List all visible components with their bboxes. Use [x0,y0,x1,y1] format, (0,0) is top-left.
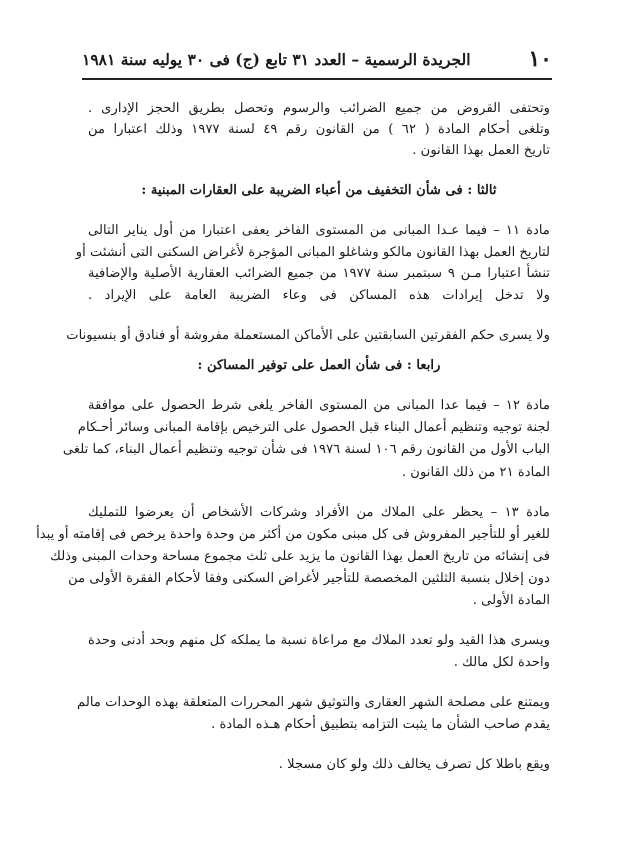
text-line: يقدم صاحب الشأن ما يثبت التزامه بتطبيق أحكام هـذه المادة . [211,717,550,732]
page-header [82,44,552,74]
section-heading: رابعا : فى شأن العمل على توفير المساكن : [197,358,441,373]
text-line: مادة ١٣ – يحظر على الملاك من الأفراد وشركات الأشخاص أن يعرضوا للتمليك [88,505,550,520]
text-line: تاريخ العمل بهذا القانون . [412,143,550,158]
header-rule [82,78,552,80]
text-line: ويقع باطلا كل تصرف يخالف ذلك ولو كان مسجلا . [278,757,550,772]
text-line: الباب الأول من القانون رقم ١٠٦ لسنة ١٩٧٦ فى شأن توجيه وتنظيم أعمال البناء، كما تلغى [62,442,550,457]
text-line: للغير أو للتأجير المفروش فى كل مبنى مكون من أكثر من وحدة واحدة يرخص فى إقامته أو يبدأ [36,527,550,542]
header-title: الجريدة الرسمية – العدد ٣١ تابع (ج) فى ٣٠ يوليه سنة ١٩٨١ [82,49,471,69]
text-line: ويسرى هذا القيد ولو تعدد الملاك مع مراعاة نسبة ما يملكه كل منهم وبحد أدنى وحدة [88,633,550,648]
page-number: ١٠ [528,46,552,72]
text-line: وتلغى أحكام المادة ( ٦٢ ) من القانون رقم ٤٩ لسنة ١٩٧٧ وذلك اعتبارا من [88,122,551,137]
text-line: ويمتنع على مصلحة الشهر العقارى والتوثيق شهر المحررات المتعلقة بهذه الوحدات مالم [77,695,550,710]
text-line: ولا يسرى حكم الفقرتين السابقتين على الأماكن المستعملة مفروشة أو فنادق أو بنسيونات [66,328,550,343]
text-line: مادة ١٢ – فيما عدا المبانى من المستوى الفاخر يلغى شرط الحصول على موافقة [88,398,551,413]
text-line: لتاريخ العمل بهذا القانون مالكو وشاغلو المبانى المؤجرة لأغراض السكنى التى أنشئت أو [75,245,550,260]
text-line: تنشأ اعتبارا مـن ٩ سبتمبر سنة ١٩٧٧ من جميع الضرائب العقارية الأصلية والإضافية [88,266,550,281]
text-line: مادة ١١ – فيما عـدا المبانى من المستوى الفاخر يعفى اعتبارا من أول يناير التالى [88,223,550,238]
text-line: المادة ٢١ من ذلك القانون . [401,465,550,480]
text-line: لجنة توجيه وتنظيم أعمال البناء قبل الحصول على الترخيص بإقامة المبانى وسائر أحـكام [77,420,550,435]
text-line: واحدة لكل مالك . [453,655,550,670]
text-line: وتحتفى القروض من جميع الضرائب والرسوم وتحصل بطريق الحجز الإدارى . [88,101,550,116]
section-heading: ثالثا : فى شأن التخفيف من أعباء الضريبة على العقارات المبنية : [141,183,497,198]
text-line: فى إنشائه من تاريخ العمل بهذا القانون ما يزيد على ثلث مجموع مساحة وحدات المبنى وذلك [50,549,550,564]
text-line: ولا تدخل إيرادات هذه المساكن فى وعاء الضريبة العامة على الإيراد . [88,288,550,303]
text-line: المادة الأولى . [472,593,550,608]
text-line: دون إخلال بنسبة الثلثين المخصصة للتأجير لأغراض السكنى وفقا لأحكام الفقرة الأولى من [68,571,550,586]
